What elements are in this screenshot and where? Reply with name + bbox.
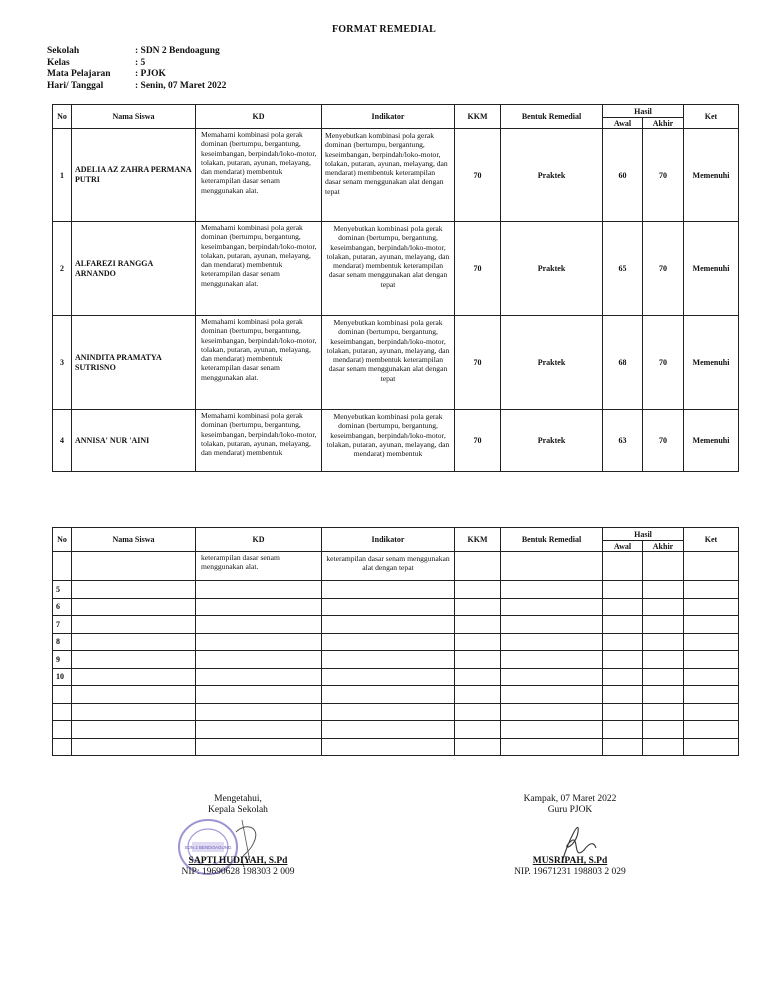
cell-empty [455, 738, 501, 756]
cell-no: 4 [53, 410, 72, 472]
cell-no: 2 [53, 222, 72, 316]
sig-left-name: SAPTI HUDIYAH, S.Pd [188, 856, 288, 866]
cell-awal: 65 [603, 222, 643, 316]
cell-empty [684, 552, 739, 581]
header-ket: Ket [684, 105, 739, 129]
signature-left [150, 794, 326, 878]
cell-no: 10 [53, 668, 72, 686]
cell-kd: Memahami kombinasi pola gerak dominan (bertumpu, bergantung, keseimbangan, berpindah/loko-motor, tolakan, putaran, ayunan, melayang, dan mendarat) membentuk [196, 410, 322, 472]
cell-indikator: Menyebutkan kombinasi pola gerak dominan (bertumpu, bergantung, keseimbangan, berpindah/loko-motor, tolakan, putaran, ayunan, melayang, dan mendarat) membentuk keterampilan dasar senam menggunakan alat dengan tepat [322, 129, 455, 222]
cell-akhir: 70 [643, 316, 684, 410]
cell-empty [322, 633, 455, 651]
cell-empty [455, 703, 501, 721]
cell-empty [684, 581, 739, 599]
header-awal: Awal [603, 541, 643, 552]
cell-bentuk: Praktek [501, 316, 603, 410]
sig-right-name: MUSRIPAH, S.Pd [532, 856, 608, 866]
cell-empty [643, 616, 684, 634]
cell-nama: ALFAREZI RANGGA ARNANDO [72, 222, 196, 316]
table-row [53, 686, 739, 704]
header-hasil: Hasil [603, 105, 684, 118]
cell-empty [196, 686, 322, 704]
cell-no: 3 [53, 316, 72, 410]
cell-empty [501, 703, 603, 721]
cell-no: 8 [53, 633, 72, 651]
header-no: No [53, 105, 72, 129]
remedial-table-page-2 [52, 527, 739, 756]
cell-kkm: 70 [455, 222, 501, 316]
cell-empty [322, 686, 455, 704]
cell-empty [196, 703, 322, 721]
sig-left-nip: NIP: 19690628 198303 2 009 [181, 867, 295, 877]
cell-empty [501, 581, 603, 599]
cell-empty [643, 651, 684, 669]
meta-row-kelas [47, 58, 226, 70]
cell-empty [196, 721, 322, 739]
empty-rows [53, 581, 739, 756]
cell-nama: ANINDITA PRAMATYA SUTRISNO [72, 316, 196, 410]
cell-no [53, 738, 72, 756]
cell-empty [322, 581, 455, 599]
meta-label: Hari/ Tanggal [47, 80, 104, 91]
cell-empty [643, 686, 684, 704]
cell-indikator: Menyebutkan kombinasi pola gerak dominan (bertumpu, bergantung, keseimbangan, berpindah/loko-motor, tolakan, putaran, ayunan, melayang, dan mendarat) membentuk keterampilan dasar senam menggunakan alat dengan tepat [322, 222, 455, 316]
sig-right-nip: NIP. 19671231 198803 2 029 [514, 867, 626, 877]
table-row [53, 703, 739, 721]
header-indikator: Indikator [322, 105, 455, 129]
table-row [53, 410, 739, 472]
sig-left-line1: Mengetahui, [214, 794, 262, 804]
cell-empty [72, 738, 196, 756]
meta-value: : PJOK [135, 69, 166, 79]
meta-value: : 5 [135, 57, 146, 68]
cell-empty [322, 598, 455, 616]
cell-akhir: 70 [643, 222, 684, 316]
cell-ket: Memenuhi [684, 222, 739, 316]
cell-empty [643, 633, 684, 651]
table-row [53, 316, 739, 410]
table-row [53, 721, 739, 739]
cell-no [53, 721, 72, 739]
cell-empty [455, 633, 501, 651]
cell-ket: Memenuhi [684, 410, 739, 472]
cell-empty [322, 703, 455, 721]
header-nama: Nama Siswa [72, 528, 196, 552]
cell-empty [603, 598, 643, 616]
cell-empty [322, 616, 455, 634]
cell-empty [196, 581, 322, 599]
table-row [53, 668, 739, 686]
cell-no: 6 [53, 598, 72, 616]
table-row [53, 651, 739, 669]
svg-text:SDN 2 BENDOAGUNG: SDN 2 BENDOAGUNG [184, 845, 232, 850]
cell-kd: Memahami kombinasi pola gerak dominan (bertumpu, bergantung, keseimbangan, berpindah/loko-motor, tolakan, putaran, ayunan, melayang, dan mendarat) membentuk keterampilan dasar senam menggunakan alat. [196, 129, 322, 222]
cell-empty [53, 552, 72, 581]
table-row-continuation [53, 552, 739, 581]
meta-label: Kelas [47, 57, 70, 68]
cell-empty [603, 552, 643, 581]
cell-no [53, 703, 72, 721]
cell-empty [501, 721, 603, 739]
cell-empty [322, 668, 455, 686]
header-kd: KD [196, 528, 322, 552]
meta-value: : SDN 2 Bendoagung [135, 46, 220, 56]
cell-empty [455, 651, 501, 669]
remedial-table-page-1 [52, 104, 739, 472]
cell-bentuk: Praktek [501, 222, 603, 316]
cell-empty [501, 598, 603, 616]
cell-empty [72, 703, 196, 721]
cell-empty [501, 633, 603, 651]
cell-ket: Memenuhi [684, 316, 739, 410]
header-ket: Ket [684, 528, 739, 552]
cell-empty [684, 633, 739, 651]
cell-no: 1 [53, 129, 72, 222]
cell-empty [501, 738, 603, 756]
cell-empty [196, 651, 322, 669]
header-no: No [53, 528, 72, 552]
cell-no: 7 [53, 616, 72, 634]
cell-kd: keterampilan dasar senam menggunakan alat. [196, 552, 322, 581]
cell-ket: Memenuhi [684, 129, 739, 222]
cell-empty [643, 552, 684, 581]
cell-empty [72, 552, 196, 581]
cell-empty [643, 668, 684, 686]
header-indikator: Indikator [322, 528, 455, 552]
table-row [53, 738, 739, 756]
cell-no: 5 [53, 581, 72, 599]
cell-empty [501, 552, 603, 581]
cell-empty [603, 738, 643, 756]
cell-empty [322, 651, 455, 669]
cell-no: 9 [53, 651, 72, 669]
cell-empty [684, 616, 739, 634]
table-row [53, 598, 739, 616]
table-row [53, 222, 739, 316]
cell-empty [684, 703, 739, 721]
cell-empty [72, 616, 196, 634]
cell-no [53, 686, 72, 704]
cell-empty [196, 668, 322, 686]
cell-empty [684, 686, 739, 704]
cell-empty [603, 686, 643, 704]
cell-empty [196, 738, 322, 756]
cell-empty [643, 738, 684, 756]
cell-empty [72, 581, 196, 599]
cell-empty [501, 668, 603, 686]
header-akhir: Akhir [643, 118, 684, 129]
cell-empty [643, 581, 684, 599]
header-akhir: Akhir [643, 541, 684, 552]
cell-empty [501, 651, 603, 669]
cell-empty [603, 703, 643, 721]
meta-label: Sekolah [47, 46, 80, 56]
cell-akhir: 70 [643, 129, 684, 222]
table-row [53, 633, 739, 651]
cell-empty [322, 738, 455, 756]
cell-empty [72, 721, 196, 739]
cell-kkm: 70 [455, 316, 501, 410]
cell-empty [455, 686, 501, 704]
cell-empty [455, 616, 501, 634]
cell-indikator: Menyebutkan kombinasi pola gerak dominan (bertumpu, bergantung, keseimbangan, berpindah/loko-motor, tolakan, putaran, ayunan, melayang, dan mendarat) membentuk [322, 410, 455, 472]
cell-kkm: 70 [455, 410, 501, 472]
header-kkm: KKM [455, 105, 501, 129]
cell-empty [643, 721, 684, 739]
header-awal: Awal [603, 118, 643, 129]
cell-empty [603, 581, 643, 599]
cell-empty [684, 721, 739, 739]
cell-empty [455, 552, 501, 581]
table-row [53, 616, 739, 634]
cell-empty [643, 703, 684, 721]
cell-empty [196, 633, 322, 651]
meta-label: Mata Pelajaran [47, 69, 111, 79]
cell-kkm: 70 [455, 129, 501, 222]
sig-right-line1: Kampak, 07 Maret 2022 [523, 794, 617, 804]
cell-empty [643, 598, 684, 616]
cell-empty [72, 668, 196, 686]
cell-empty [455, 668, 501, 686]
cell-empty [196, 616, 322, 634]
cell-empty [684, 668, 739, 686]
sig-left-line2: Kepala Sekolah [208, 805, 268, 815]
cell-empty [455, 581, 501, 599]
cell-empty [684, 598, 739, 616]
cell-akhir: 70 [643, 410, 684, 472]
cell-kd: Memahami kombinasi pola gerak dominan (bertumpu, bergantung, keseimbangan, berpindah/loko-motor, tolakan, putaran, ayunan, melayang, dan mendarat) membentuk keterampilan dasar senam menggunakan alat. [196, 222, 322, 316]
cell-empty [603, 668, 643, 686]
cell-kd: Memahami kombinasi pola gerak dominan (bertumpu, bergantung, keseimbangan, berpindah/loko-motor, tolakan, putaran, ayunan, melayang, dan mendarat) membentuk keterampilan dasar senam menggunakan alat. [196, 316, 322, 410]
meta-row-sekolah [47, 46, 226, 58]
cell-nama: ANNISA' NUR 'AINI [72, 410, 196, 472]
cell-empty [684, 738, 739, 756]
cell-empty [72, 686, 196, 704]
cell-awal: 60 [603, 129, 643, 222]
meta-value: : Senin, 07 Maret 2022 [135, 80, 227, 91]
header-nama: Nama Siswa [72, 105, 196, 129]
cell-empty [684, 651, 739, 669]
header-bentuk: Bentuk Remedial [501, 105, 603, 129]
cell-empty [501, 686, 603, 704]
meta-block [47, 46, 226, 92]
signature-right [482, 794, 658, 878]
cell-indikator: Menyebutkan kombinasi pola gerak dominan (bertumpu, bergantung, keseimbangan, berpindah/loko-motor, tolakan, putaran, ayunan, melayang, dan mendarat) membentuk keterampilan dasar senam menggunakan alat dengan tepat [322, 316, 455, 410]
meta-row-tanggal [47, 81, 226, 93]
cell-empty [501, 616, 603, 634]
cell-empty [72, 633, 196, 651]
cell-nama: ADELIA AZ ZAHRA PERMANA PUTRI [72, 129, 196, 222]
cell-awal: 68 [603, 316, 643, 410]
cell-empty [455, 598, 501, 616]
sig-right-line2: Guru PJOK [547, 805, 593, 815]
cell-empty [322, 721, 455, 739]
cell-awal: 63 [603, 410, 643, 472]
cell-empty [455, 721, 501, 739]
cell-empty [603, 721, 643, 739]
header-hasil: Hasil [603, 528, 684, 541]
table-row [53, 129, 739, 222]
header-kd: KD [196, 105, 322, 129]
meta-row-mapel [47, 69, 226, 81]
header-kkm: KKM [455, 528, 501, 552]
header-bentuk: Bentuk Remedial [501, 528, 603, 552]
cell-bentuk: Praktek [501, 129, 603, 222]
cell-bentuk: Praktek [501, 410, 603, 472]
cell-empty [72, 598, 196, 616]
cell-indikator: keterampilan dasar senam menggunakan alat dengan tepat [322, 552, 455, 581]
cell-empty [72, 651, 196, 669]
cell-empty [603, 616, 643, 634]
cell-empty [603, 651, 643, 669]
page-title: FORMAT REMEDIAL [331, 24, 437, 35]
cell-empty [196, 598, 322, 616]
cell-empty [603, 633, 643, 651]
table-row [53, 581, 739, 599]
